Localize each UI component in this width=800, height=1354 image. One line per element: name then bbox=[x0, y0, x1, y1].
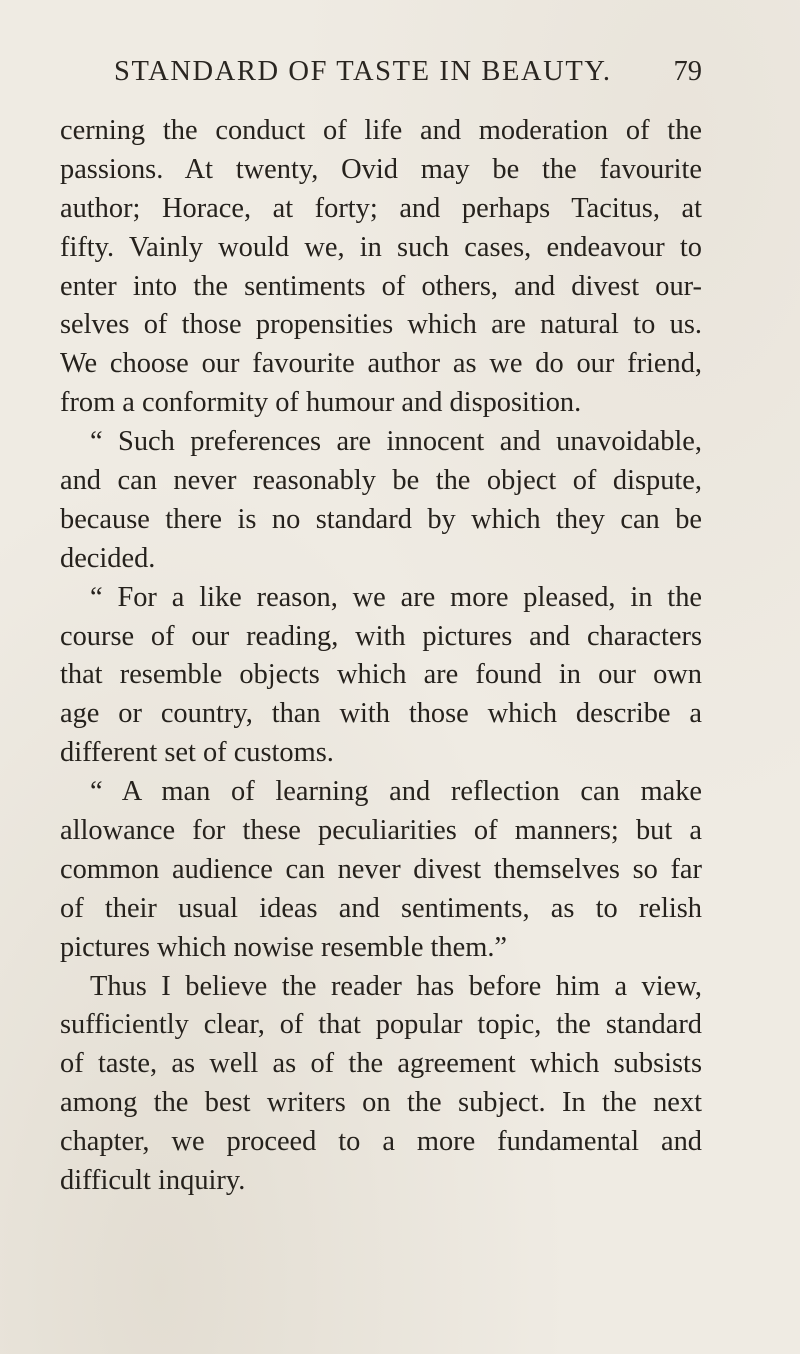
text-line: age or country, than with those which describe a bbox=[60, 698, 702, 730]
text-line: from a conformity of humour and disposition. bbox=[60, 387, 582, 419]
text-line: fifty. Vainly would we, in such cases, endeavour to bbox=[60, 231, 702, 263]
text-line: among the best writers on the subject. In the next bbox=[60, 1087, 702, 1119]
text-line: of their usual ideas and sentiments, as to relish bbox=[60, 892, 702, 924]
text-line: course of our reading, with pictures and characters bbox=[60, 620, 702, 652]
text-line: chapter, we proceed to a more fundamental and bbox=[60, 1126, 702, 1158]
text-line: enter into the sentiments of others, and divest our- bbox=[60, 270, 702, 302]
text-line: cerning the conduct of life and moderation of the bbox=[60, 115, 702, 146]
page-number: 79 bbox=[673, 56, 702, 87]
text-line: decided. bbox=[60, 542, 156, 574]
running-title: STANDARD OF TASTE IN BEAUTY. bbox=[114, 56, 612, 87]
text-line: common audience can never divest themselves so far bbox=[60, 853, 702, 885]
text-line: and can never reasonably be the object of dispute, bbox=[60, 465, 702, 497]
text-line: pictures which nowise resemble them.” bbox=[60, 931, 508, 963]
running-head bbox=[114, 56, 702, 96]
text-line: selves of those propensities which are natural to us. bbox=[60, 309, 702, 341]
text-line: because there is no standard by which they can be bbox=[60, 503, 702, 535]
text-line: “ Such preferences are innocent and unavoidable, bbox=[90, 426, 702, 458]
text-line: difficult inquiry. bbox=[60, 1165, 246, 1197]
text-line: “ For a like reason, we are more pleased, in the bbox=[90, 581, 702, 613]
text-line: author; Horace, at forty; and perhaps Tacitus, at bbox=[60, 192, 702, 224]
text-line: that resemble objects which are found in our own bbox=[60, 659, 702, 691]
text-line: sufficiently clear, of that popular topic, the standard bbox=[60, 1009, 702, 1041]
text-line: allowance for these peculiarities of manners; but a bbox=[60, 815, 702, 847]
text-line: We choose our favourite author as we do our friend, bbox=[60, 348, 702, 380]
text-line: passions. At twenty, Ovid may be the favourite bbox=[60, 153, 702, 185]
text-line: Thus I believe the reader has before him a view, bbox=[90, 970, 702, 1002]
text-line: of taste, as well as of the agreement which subsists bbox=[60, 1048, 702, 1080]
text-line: “ A man of learning and reflection can make bbox=[90, 776, 702, 808]
text-line: different set of customs. bbox=[60, 737, 334, 769]
body-text bbox=[60, 112, 702, 1201]
